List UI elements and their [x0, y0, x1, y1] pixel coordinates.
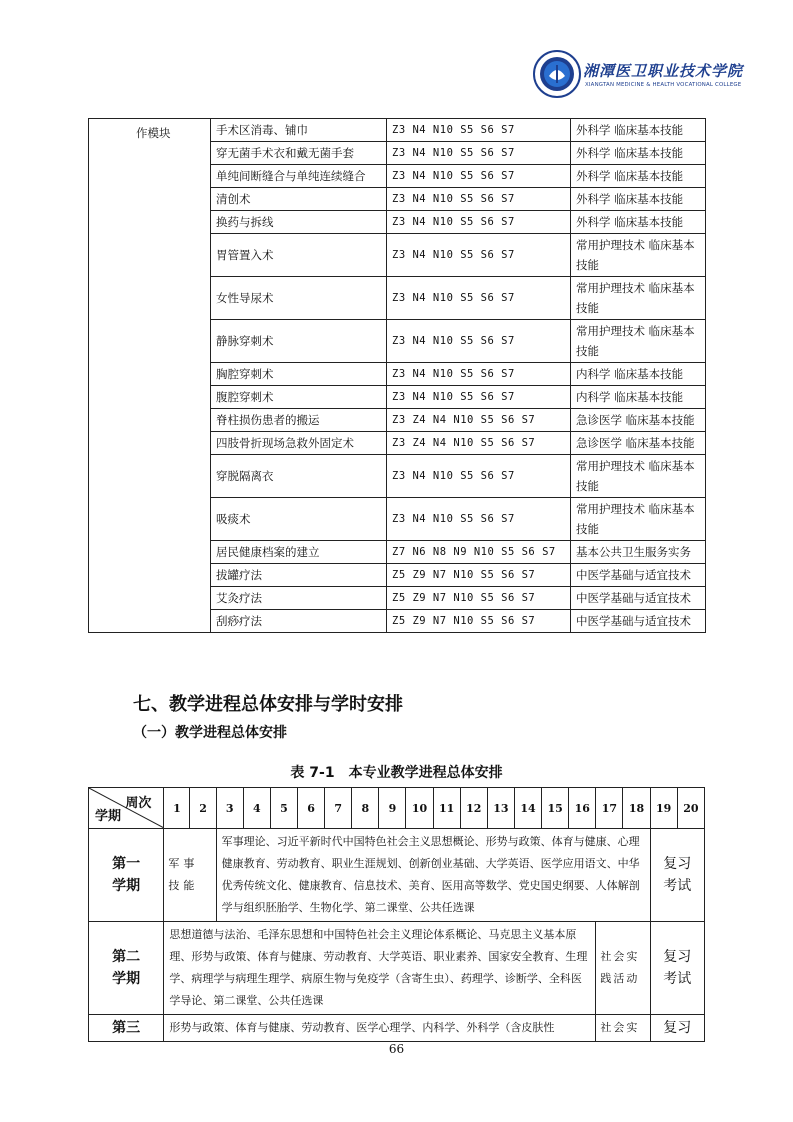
skill-course: 常用护理技术 临床基本技能 — [571, 277, 706, 320]
logo-text-en: XIANGTAN MEDICINE & HEALTH VOCATIONAL COLLEGE — [585, 82, 742, 88]
review-exam-cell: 复习 考试 — [650, 922, 704, 1015]
semester-courses: 军事理论、习近平新时代中国特色社会主义思想概论、形势与政策、体育与健康、心理健康教育、劳动教育、职业生涯规划、创新创业基础、大学英语、医学应用语文、中华优秀传统文化、健康教育、信息技术、美育、医用高等数学、党史国史纲要、人体解剖学与组织胚胎学、生物化学、第二课堂、公共任选课 — [216, 829, 650, 922]
skills-table — [88, 118, 706, 633]
skill-item: 换药与拆线 — [211, 211, 387, 234]
skill-item: 穿脱隔离衣 — [211, 455, 387, 498]
week-header: 11 — [433, 788, 460, 829]
skill-course: 外科学 临床基本技能 — [571, 211, 706, 234]
college-logo — [533, 50, 744, 102]
skills-category: 作模块 — [89, 119, 211, 633]
skill-course: 外科学 临床基本技能 — [571, 165, 706, 188]
week-header: 15 — [542, 788, 569, 829]
skill-code: Z3 N4 N10 S5 S6 S7 — [387, 455, 571, 498]
week-header: 16 — [569, 788, 596, 829]
skill-item: 居民健康档案的建立 — [211, 541, 387, 564]
skill-course: 中医学基础与适宜技术 — [571, 564, 706, 587]
subsection-heading: （一）教学进程总体安排 — [133, 725, 287, 741]
week-header: 13 — [487, 788, 514, 829]
skill-code: Z3 N4 N10 S5 S6 S7 — [387, 188, 571, 211]
semester-courses: 形势与政策、体育与健康、劳动教育、医学心理学、内科学、外科学（含皮肤性 — [164, 1015, 596, 1042]
skill-course: 常用护理技术 临床基本技能 — [571, 498, 706, 541]
week-header: 5 — [270, 788, 297, 829]
skill-item: 胸腔穿刺术 — [211, 363, 387, 386]
section-heading: 七、教学进程总体安排与学时安排 — [133, 694, 403, 715]
semester-label: 第三 — [89, 1015, 164, 1042]
social-practice-cell: 社会实践活动 — [596, 922, 650, 1015]
skill-course: 内科学 临床基本技能 — [571, 386, 706, 409]
social-practice-cell: 社会实 — [596, 1015, 650, 1042]
week-header: 7 — [325, 788, 352, 829]
skill-course: 急诊医学 临床基本技能 — [571, 432, 706, 455]
skill-code: Z3 N4 N10 S5 S6 S7 — [387, 277, 571, 320]
corner-header — [89, 788, 164, 829]
week-header: 17 — [596, 788, 623, 829]
week-header: 14 — [514, 788, 541, 829]
page-number: 66 — [388, 1042, 405, 1056]
skill-code: Z3 Z4 N4 N10 S5 S6 S7 — [387, 432, 571, 455]
skill-course: 外科学 临床基本技能 — [571, 119, 706, 142]
skill-item: 手术区消毒、铺巾 — [211, 119, 387, 142]
skill-item: 穿无菌手术衣和戴无菌手套 — [211, 142, 387, 165]
logo-text-cn: 湘潭医卫职业技术学院 — [583, 62, 744, 80]
skill-course: 外科学 临床基本技能 — [571, 142, 706, 165]
skill-code: Z3 N4 N10 S5 S6 S7 — [387, 234, 571, 277]
week-header: 12 — [460, 788, 487, 829]
corner-semester-label: 学期 — [95, 809, 122, 824]
military-skills-cell: 军事技能 — [164, 829, 216, 922]
skill-course: 常用护理技术 临床基本技能 — [571, 234, 706, 277]
week-header: 6 — [297, 788, 324, 829]
skill-course: 中医学基础与适宜技术 — [571, 587, 706, 610]
skill-course: 外科学 临床基本技能 — [571, 188, 706, 211]
skill-item: 腹腔穿刺术 — [211, 386, 387, 409]
skill-code: Z3 N4 N10 S5 S6 S7 — [387, 386, 571, 409]
skill-code: Z3 N4 N10 S5 S6 S7 — [387, 119, 571, 142]
semester-label: 第一 学期 — [89, 829, 164, 922]
skill-course: 常用护理技术 临床基本技能 — [571, 320, 706, 363]
corner-week-label: 周次 — [125, 796, 152, 811]
skill-code: Z7 N6 N8 N9 N10 S5 S6 S7 — [387, 541, 571, 564]
skill-code: Z3 Z4 N4 N10 S5 S6 S7 — [387, 409, 571, 432]
skill-code: Z3 N4 N10 S5 S6 S7 — [387, 211, 571, 234]
skill-course: 内科学 临床基本技能 — [571, 363, 706, 386]
skill-item: 清创术 — [211, 188, 387, 211]
week-header: 4 — [243, 788, 270, 829]
skill-item: 脊柱损伤患者的搬运 — [211, 409, 387, 432]
skill-course: 基本公共卫生服务实务 — [571, 541, 706, 564]
skill-item: 刮痧疗法 — [211, 610, 387, 633]
skill-item: 胃管置入术 — [211, 234, 387, 277]
skill-item: 四肢骨折现场急救外固定术 — [211, 432, 387, 455]
week-header: 20 — [677, 788, 704, 829]
skill-code: Z3 N4 N10 S5 S6 S7 — [387, 363, 571, 386]
skill-code: Z3 N4 N10 S5 S6 S7 — [387, 498, 571, 541]
skill-code: Z5 Z9 N7 N10 S5 S6 S7 — [387, 610, 571, 633]
skill-code: Z3 N4 N10 S5 S6 S7 — [387, 320, 571, 363]
skill-item: 女性导尿术 — [211, 277, 387, 320]
skill-item: 吸痰术 — [211, 498, 387, 541]
schedule-table — [88, 787, 705, 1042]
semester-courses: 思想道德与法治、毛泽东思想和中国特色社会主义理论体系概论、马克思主义基本原理、形势与政策、体育与健康、劳动教育、大学英语、职业素养、国家安全教育、生理学、病理学与病理生理学、病原生物与免疫学（含寄生虫）、药理学、诊断学、全科医学导论、第二课堂、公共任选课 — [164, 922, 596, 1015]
skill-course: 急诊医学 临床基本技能 — [571, 409, 706, 432]
skill-item: 艾灸疗法 — [211, 587, 387, 610]
college-seal-icon — [533, 50, 581, 98]
week-header: 3 — [216, 788, 243, 829]
week-header: 8 — [352, 788, 379, 829]
table-caption: 表 7-1 本专业教学进程总体安排 — [290, 765, 503, 781]
week-header: 10 — [406, 788, 433, 829]
week-header: 2 — [190, 788, 216, 829]
review-exam-cell: 复习 考试 — [650, 829, 704, 922]
week-header: 18 — [623, 788, 650, 829]
review-exam-cell: 复习 — [650, 1015, 704, 1042]
semester-label: 第二 学期 — [89, 922, 164, 1015]
skill-item: 拔罐疗法 — [211, 564, 387, 587]
week-header: 1 — [164, 788, 190, 829]
skill-code: Z5 Z9 N7 N10 S5 S6 S7 — [387, 587, 571, 610]
week-header: 9 — [379, 788, 406, 829]
skill-item: 静脉穿刺术 — [211, 320, 387, 363]
skill-code: Z3 N4 N10 S5 S6 S7 — [387, 165, 571, 188]
week-header: 19 — [650, 788, 677, 829]
skill-course: 常用护理技术 临床基本技能 — [571, 455, 706, 498]
skill-code: Z5 Z9 N7 N10 S5 S6 S7 — [387, 564, 571, 587]
skill-item: 单纯间断缝合与单纯连续缝合 — [211, 165, 387, 188]
skill-course: 中医学基础与适宜技术 — [571, 610, 706, 633]
skill-code: Z3 N4 N10 S5 S6 S7 — [387, 142, 571, 165]
